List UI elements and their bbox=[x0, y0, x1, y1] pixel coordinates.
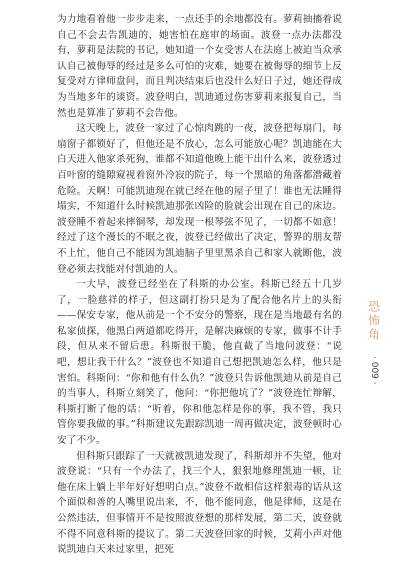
paragraph: 为力地看着他一步步走来，一点还手的余地都没有。萝莉抽搐着说自己不会去告凯迪的，她害怕在庭审的场面。波登一点办法都没有，萝莉是法院的书记，她知道一个女受害人在法庭上被迫当众承认自己被侮辱的经过是多么可怕的灾难，她要在被侮辱的细节上反复受对方律师盘问，而且判决结束后也没什么好日子过，她还得成为当地多年的谈资。波登明白，凯迪通过伤害萝莉来报复自己，当然也是算准了萝莉不会告他。 bbox=[57, 14, 342, 119]
paragraph: 这天晚上，波登一家过了心惊肉跳的一夜，波登把每扇门，每扇窗子都锁好了，但他还是不放心，怎么可能放心呢？凯迪能在大白天进入他家杀死狗，谁都不知道他晚上能干出什么来，波登透过百叶窗的缝隙窥视着窗外冷寂的院子，每一个黑暗的角落都潜藏着危险。天啊！可能凯迪现在就已经在他的屋子里了！谁也无法睡得塌实，不知道什么时候凯迪那张凶险的脸就会出现在自己的床边。波登睡不着起来摔铜琴，却发现一根琴弦不见了，一切都不如意！经过了这个漫长的不眠之夜，波登已经做出了决定，警界的朋友帮不上忙，他自己不能因为凯迪脑子里里黑杀自己和家人就断他，波登必须去找能对付凯迪的人。 bbox=[57, 123, 342, 275]
book-title: 恐怖角 bbox=[366, 300, 381, 342]
paragraph: 一大早，波登已经坐在了科斯的办公室。科斯已经五十几岁了，一脸慈祥的样子，但这副打扮只是为了配合他名片上的头衔——保安专家，他从前是一个不安分的警察，现在是当地最有名的私家侦探，他黑白两道都吃得开，是解决麻烦的专家，做事不计手段，但从来不留后患。科斯很干脆，他直截了当地问波登：“说吧，想让我干什么？”波登也不知道自己想把凯迪怎么样，他只是害怕。科斯问：“你和他有什么仇？”波登只告诉他凯迪从前是自己的当事人，科斯立刻笑了，他问：“你把他坑了？”波登连忙辩解，科斯打断了他的话：“听着，你和他怎样是你的事，我不管，我只管你要我做的事。”科斯建议先跟踪凯迪一周再做决定，波登顿时心安了不少。 bbox=[57, 279, 342, 447]
paragraph: 但科斯只跟踪了一天就被凯迪发现了，科斯却并不失望，他对波登说：“只有一个办法了，找三个人，狠狠地修理凯迪一顿，让他在床上躺上半年好好想明白点。”波登不敢相信这样狠毒的话从这个面似和善的人嘴里说出来，不，他不能同意，他是律师，这是在公然违法，但事情开不是按照波登想的那样发展，第二天，波登就不得不同意科斯的提议了。第二天波登回家的时候，艾莉小声对他说凯迪白天来过家里，把死 bbox=[57, 450, 342, 556]
body-text bbox=[57, 12, 342, 558]
page-number: · 009 · bbox=[369, 356, 379, 385]
side-margin bbox=[364, 300, 384, 385]
